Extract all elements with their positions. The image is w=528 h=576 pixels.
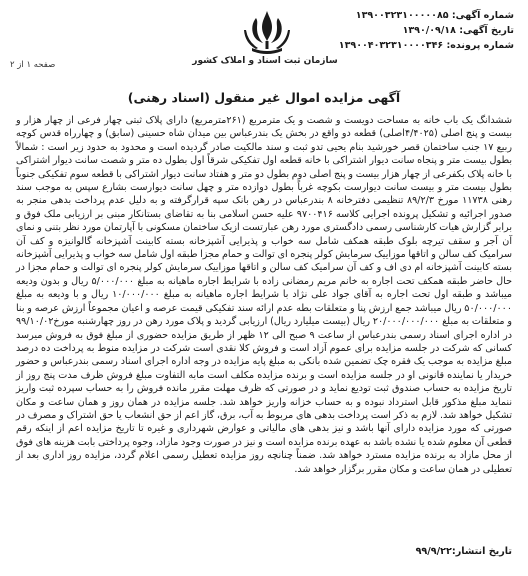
notice-title: آگهی مزایده اموال غیر منقول (اسناد رهنی) [127,90,401,105]
notice-metadata [324,8,514,53]
notice-body: ششدانگ یک باب خانه به مساحت دویست و شصت و یک مترمربع (۲۶۱مترمربع) دارای پلاک ثبتی چهار فرعی از چهار هزار و بیست و پنج اصلی (۴/۴۰۲۵اصلی) قطعه دو واقع در بخش یک بندرعباس بین میدان شاه حسینی (سابق) و چهارراه قدس کوچه ربیع ۱۷ جنب ساختمان قصر خورشید بنام یحیی تدو ثبت و سند مالکیت صادر گردیده است و محدود به حدود زیر است : شمالاً بطول بیست متر و پنجاه سانت دیوار اشتراکی با خانه قطعه اول تفکیکی شرقاً اول بطول ده متر و شصت سانت دیوار اشتراکی با خانه پلاک بکفرعی از چهار هزار بیست و پنج اصلی دوم بطول دو متر و هفتاد سانت دیوار اشتراکی با قطعه سوم تفکیکی جنوباً بطول بیست متر و بیست سانت دیوارست بکوچه غرباً بطول دوازده متر و چهل سانت دیوارست بشارع سپس به موجب سند رهنی ۱۱۷۳۸ مورخ ۸۹/۲/۳ تنظیمی دفترخانه ۸ بندرعباس در رهن بانک سپه قرارگرفته و به دلیل عدم پرداخت بدهی منجر به صدور اجرائیه و تشکیل پرونده اجرایی کلاسه ۹۷۰۰۴۱۶ علیه حسن اسلامی بنا به تقاضای بستانکار مبنی بر ارزیابی ملک فوق و برابر گزارش هیات کارشناسی رسمی دادگستری مورد رهن عبارتست ازیک ساختمان مسکونی با آپارتمان مورد نظر بتنی و نمای آن آجر و سقف تیرچه بلوک طبقه همکف شامل سه خواب و پذیرایی آشپزخانه بسته کابینت آشپزخانه گالوانیزه و کف آن سرامیک کف سالن و اتاقها موزاییک سرمایش کولر پنجره ای توالت و حمام مجزا طبقه اول شامل سه خواب و پذیرایی آشپزخانه بسته کابینت آشپزخانه ام دی اف و کف آن سرامیک کف سالن و اتاقها موزاییک سرمایش کولر پنجره ای توالت و حمام مجزا در حال حاضر طبقه همکف تحت اجاره به خانم مریم رمضانی زاده با شرایط اجاره ماهیانه به مبلغ ۵/۰۰۰/۰۰۰ ریال و بدون ودیعه میباشد و طبقه اول تحت اجاره به آقای جواد علی نژاد با شرایط اجاره ماهیانه به مبلغ ۱۰/۰۰۰/۰۰۰ ریال و با ودیعه به مبلغ ۵۰/۰۰۰/۰۰۰ ریال میباشد جمع ارزش پنا و متعلقات بطه عدم ارائه سند تفکیکی قیمت عرصه و اعیان مجموعاً ارزش عرصه و بنا و متعلقات به مبلغ ۲۰/۰۰۰/۰۰۰/۰۰۰ ریال (بیست میلیارد ریال) ارزیابی گردید و پلاک مورد رهن در روز چهارشنبه مورخ۹۹/۱۰/۰۲ در اداره اجرای اسناد رسمی بندرعباس از ساعت ۹ صبح الی ۱۲ ظهر از طریق مزایده حضوری از مبلغ فوق به فروش میرسد کسانی که شرکت در جلسه مزایده برای عموم آزاد است و فروش کلا نقدی است شرکت در مزایده منوط به پرداخت ده درصد مبلغ مزایده به موجب یک فقره چک تضمین شده بانکی به مبلغ پایه مزایده در وجه اداره اجرای اسناد رسمی بندرعباس و حضور خریدار یا نماینده قانونی او در جلسه مزایده است و برنده مزایده مکلف است مابه التفاوت مبلغ فروش ظرف مدت پنج روز از تاریخ مزایده به حساب صندوق ثبت تودیع نماید و در صورتی که ظرف مهلت مقرر مانده فروش را به حساب سپرده ثبت واریز ننماید مبلغ مذکور قابل استرداد نبوده و به حساب خزانه واریز خواهد شد. جلسه مزایده در همان روز و همان ساعت و مکان تشکیل خواهد شد. لازم به ذکر است پرداخت بدهی های مربوط به آب، برق، گاز اعم از حق انشعاب یا حق اشتراک و مصرف در صورتی که مورد مزایده دارای آنها باشد و نیز بدهی های مالیاتی و عوارض شهرداری و غیره تا تاریخ مزایده اعم از اینکه رقم قطعی آن معلوم شده یا نشده باشد به عهده برنده مزایده است و نیز در صورت وجود مازاد، وجوه پرداختی بابت هزینه های فوق از محل مازاد به برنده مزایده مسترد خواهد شد. ضمناً چنانچه روز مزایده تعطیل رسمی اعلام گردد، مزایده روز اداری بعد از تعطیلی در همان ساعت و مکان مقرر برگزار خواهد شد. [16,115,513,475]
notice-number: شماره آگهی: ۱۳۹۰۰۳۲۳۱۰۰۰۰۰۸۵ [355,10,514,21]
publication-date: تاریخ انتشار:۹۹/۹/۲۲ [415,546,512,557]
page-number: صفحه ۱ از ۲ [10,60,56,70]
notice-date: تاریخ آگهی: ۱۳۹۰/۰۹/۱۸ [402,25,514,36]
case-number: شماره پرونده: ۱۳۹۰۰۴۰۳۲۳۱۰۰۰۰۳۴۶ [338,40,514,51]
registration-organization-logo [238,8,296,56]
logo-caption: سازمان ثبت اسناد و املاک کشور [192,56,338,66]
